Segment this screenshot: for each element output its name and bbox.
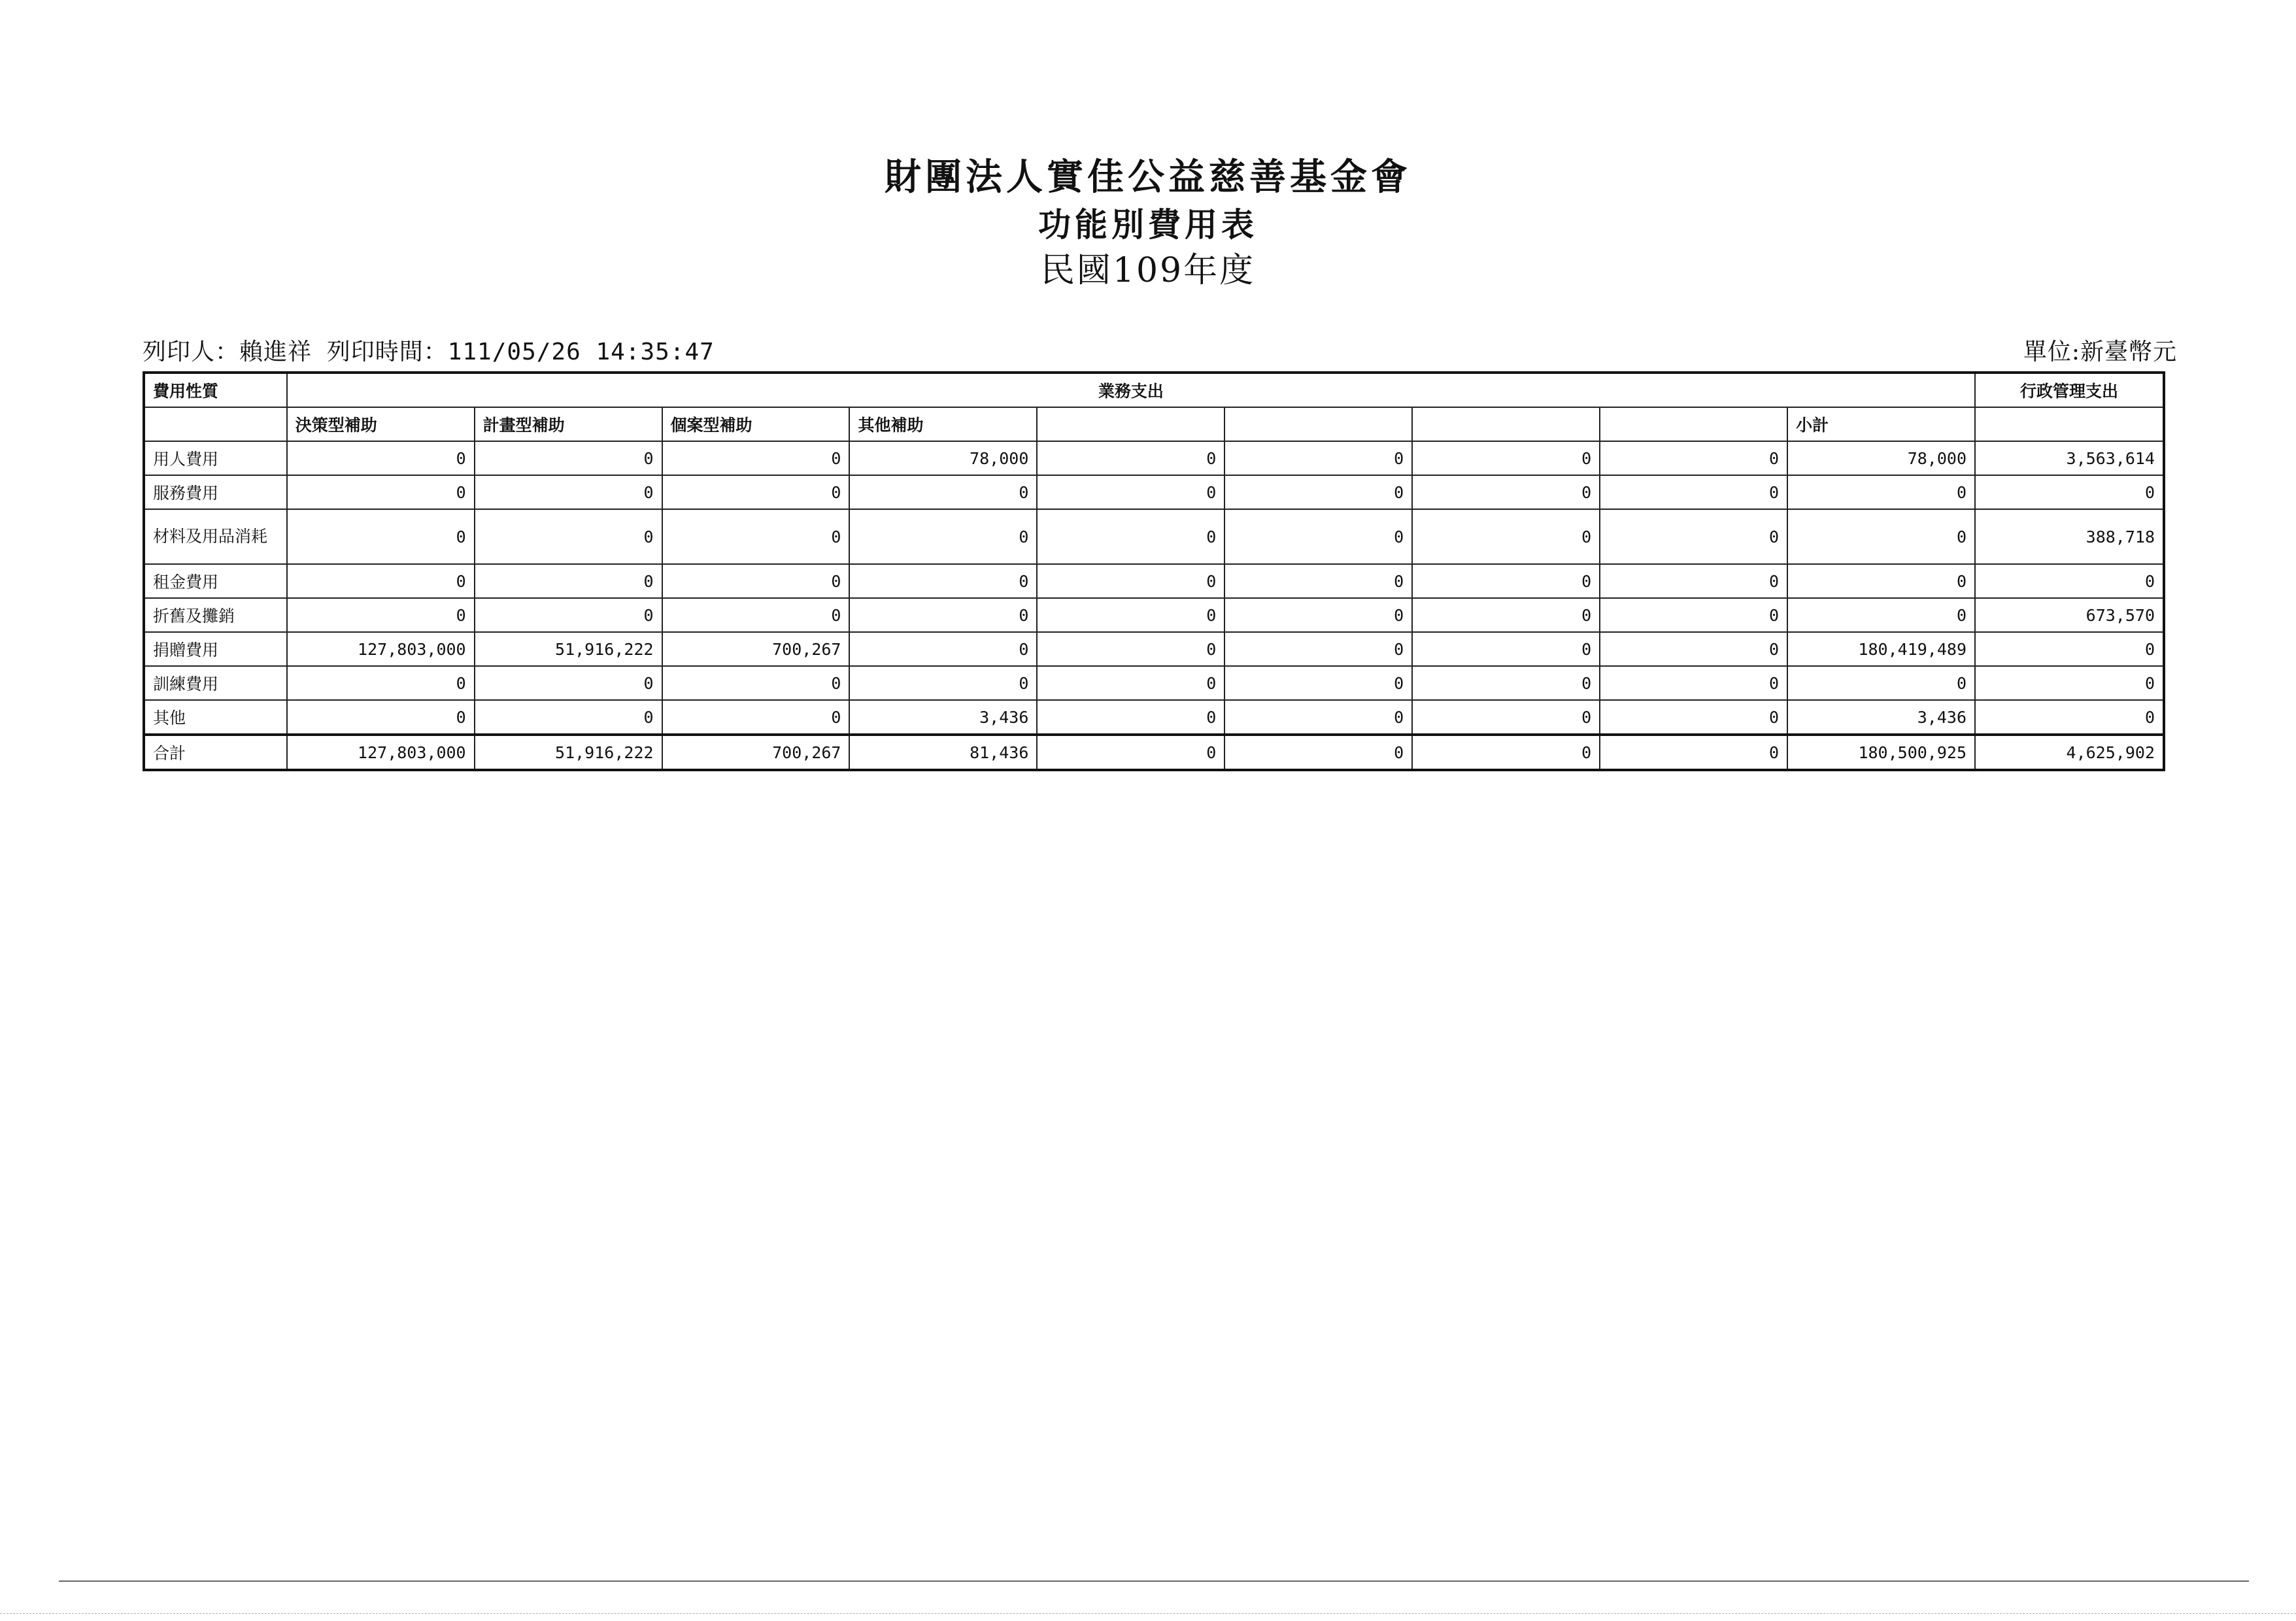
value-cell: 0 — [1600, 509, 1787, 564]
value-cell: 0 — [1600, 475, 1787, 509]
column-header: 小計 — [1787, 407, 1975, 441]
value-cell: 0 — [1600, 598, 1787, 632]
value-cell: 0 — [662, 475, 850, 509]
column-header — [1412, 407, 1600, 441]
sub-header-row — [144, 407, 2164, 441]
value-cell: 0 — [1975, 564, 2164, 598]
value-cell: 51,916,222 — [475, 632, 662, 666]
value-cell: 0 — [849, 666, 1037, 700]
value-cell: 0 — [475, 666, 662, 700]
value-cell: 0 — [662, 564, 850, 598]
report-title: 財團法人實佳公益慈善基金會 — [885, 156, 1411, 199]
value-cell: 0 — [287, 441, 475, 475]
value-cell: 0 — [1224, 564, 1412, 598]
row-label: 折舊及攤銷 — [144, 598, 287, 632]
row-label: 捐贈費用 — [144, 632, 287, 666]
value-cell: 0 — [1037, 441, 1224, 475]
value-cell: 81,436 — [849, 735, 1037, 770]
value-cell: 0 — [475, 564, 662, 598]
value-cell: 0 — [1787, 666, 1975, 700]
value-cell: 0 — [1412, 598, 1600, 632]
value-cell: 78,000 — [849, 441, 1037, 475]
value-cell: 0 — [475, 475, 662, 509]
printer-label: 列印人：賴進祥 — [143, 339, 312, 365]
value-cell: 0 — [1412, 441, 1600, 475]
value-cell: 127,803,000 — [287, 735, 475, 770]
value-cell: 0 — [1600, 666, 1787, 700]
row-label: 用人費用 — [144, 441, 287, 475]
page-edge-line — [0, 1613, 2296, 1614]
value-cell: 0 — [1975, 700, 2164, 735]
value-cell: 0 — [1037, 598, 1224, 632]
value-cell: 0 — [1412, 509, 1600, 564]
value-cell: 700,267 — [662, 735, 850, 770]
column-header: 計畫型補助 — [475, 407, 662, 441]
value-cell: 0 — [662, 441, 850, 475]
value-cell: 0 — [1224, 509, 1412, 564]
value-cell: 0 — [475, 509, 662, 564]
value-cell: 0 — [1224, 735, 1412, 770]
row-label: 租金費用 — [144, 564, 287, 598]
value-cell: 0 — [1412, 564, 1600, 598]
value-cell: 0 — [1412, 666, 1600, 700]
empty-header-cell — [144, 407, 287, 441]
value-cell: 0 — [1975, 666, 2164, 700]
row-label: 服務費用 — [144, 475, 287, 509]
value-cell: 0 — [1412, 475, 1600, 509]
table-row — [144, 666, 2164, 700]
value-cell: 0 — [662, 509, 850, 564]
value-cell: 0 — [1412, 735, 1600, 770]
value-cell: 0 — [1037, 509, 1224, 564]
business-expense-header: 業務支出 — [287, 373, 1975, 407]
value-cell: 0 — [1600, 632, 1787, 666]
value-cell: 0 — [1975, 475, 2164, 509]
value-cell: 0 — [662, 700, 850, 735]
value-cell: 0 — [1224, 441, 1412, 475]
total-row — [144, 735, 2164, 770]
value-cell: 3,436 — [1787, 700, 1975, 735]
empty-header-cell — [1975, 407, 2164, 441]
column-header: 個案型補助 — [662, 407, 850, 441]
value-cell: 0 — [1600, 564, 1787, 598]
value-cell: 0 — [287, 598, 475, 632]
table-row — [144, 632, 2164, 666]
value-cell: 180,500,925 — [1787, 735, 1975, 770]
value-cell: 0 — [1037, 735, 1224, 770]
value-cell: 0 — [287, 475, 475, 509]
column-header — [1600, 407, 1787, 441]
value-cell: 0 — [1037, 666, 1224, 700]
value-cell: 0 — [1412, 700, 1600, 735]
row-label: 材料及用品消耗 — [144, 509, 287, 564]
value-cell: 0 — [849, 632, 1037, 666]
value-cell: 0 — [475, 441, 662, 475]
value-cell: 0 — [1224, 666, 1412, 700]
value-cell: 0 — [1787, 598, 1975, 632]
report-subtitle: 功能別費用表 — [1038, 205, 1258, 244]
value-cell: 0 — [849, 475, 1037, 509]
column-header: 其他補助 — [849, 407, 1037, 441]
value-cell: 0 — [287, 666, 475, 700]
value-cell: 0 — [1600, 441, 1787, 475]
table-row — [144, 509, 2164, 564]
value-cell: 0 — [287, 564, 475, 598]
value-cell: 388,718 — [1975, 509, 2164, 564]
value-cell: 0 — [1224, 475, 1412, 509]
value-cell: 51,916,222 — [475, 735, 662, 770]
table-row — [144, 475, 2164, 509]
column-header: 決策型補助 — [287, 407, 475, 441]
table-row — [144, 564, 2164, 598]
value-cell: 0 — [1224, 632, 1412, 666]
value-cell: 0 — [1975, 632, 2164, 666]
value-cell: 78,000 — [1787, 441, 1975, 475]
row-label: 訓練費用 — [144, 666, 287, 700]
value-cell: 127,803,000 — [287, 632, 475, 666]
row-label: 其他 — [144, 700, 287, 735]
value-cell: 3,563,614 — [1975, 441, 2164, 475]
row-label: 合計 — [144, 735, 287, 770]
print-info — [143, 333, 715, 367]
corner-header: 費用性質 — [144, 373, 287, 407]
value-cell: 0 — [1600, 735, 1787, 770]
value-cell: 0 — [1037, 700, 1224, 735]
value-cell: 180,419,489 — [1787, 632, 1975, 666]
value-cell: 700,267 — [662, 632, 850, 666]
value-cell: 0 — [287, 509, 475, 564]
value-cell: 0 — [849, 564, 1037, 598]
value-cell: 0 — [1600, 700, 1787, 735]
expense-table — [143, 371, 2165, 771]
value-cell: 0 — [662, 598, 850, 632]
report-header — [0, 154, 2296, 293]
group-header-row — [144, 373, 2164, 407]
value-cell: 673,570 — [1975, 598, 2164, 632]
value-cell: 0 — [1224, 598, 1412, 632]
value-cell: 4,625,902 — [1975, 735, 2164, 770]
print-time-label: 列印時間：111/05/26 14:35:47 — [326, 339, 715, 365]
value-cell: 0 — [1787, 564, 1975, 598]
page-divider — [59, 1580, 2249, 1582]
report-period: 民國109年度 — [1040, 251, 1256, 290]
admin-expense-header: 行政管理支出 — [1975, 373, 2164, 407]
table-row — [144, 700, 2164, 735]
value-cell: 0 — [1412, 632, 1600, 666]
value-cell: 0 — [1037, 475, 1224, 509]
value-cell: 0 — [1787, 475, 1975, 509]
value-cell: 0 — [849, 598, 1037, 632]
column-header — [1224, 407, 1412, 441]
value-cell: 0 — [1037, 632, 1224, 666]
table-row — [144, 598, 2164, 632]
value-cell: 0 — [287, 700, 475, 735]
value-cell: 0 — [1037, 564, 1224, 598]
table-row — [144, 441, 2164, 475]
value-cell: 0 — [475, 598, 662, 632]
value-cell: 0 — [1787, 509, 1975, 564]
currency-unit: 單位:新臺幣元 — [2023, 339, 2177, 365]
column-header — [1037, 407, 1224, 441]
value-cell: 0 — [662, 666, 850, 700]
value-cell: 0 — [475, 700, 662, 735]
value-cell: 0 — [1224, 700, 1412, 735]
value-cell: 3,436 — [849, 700, 1037, 735]
value-cell: 0 — [849, 509, 1037, 564]
